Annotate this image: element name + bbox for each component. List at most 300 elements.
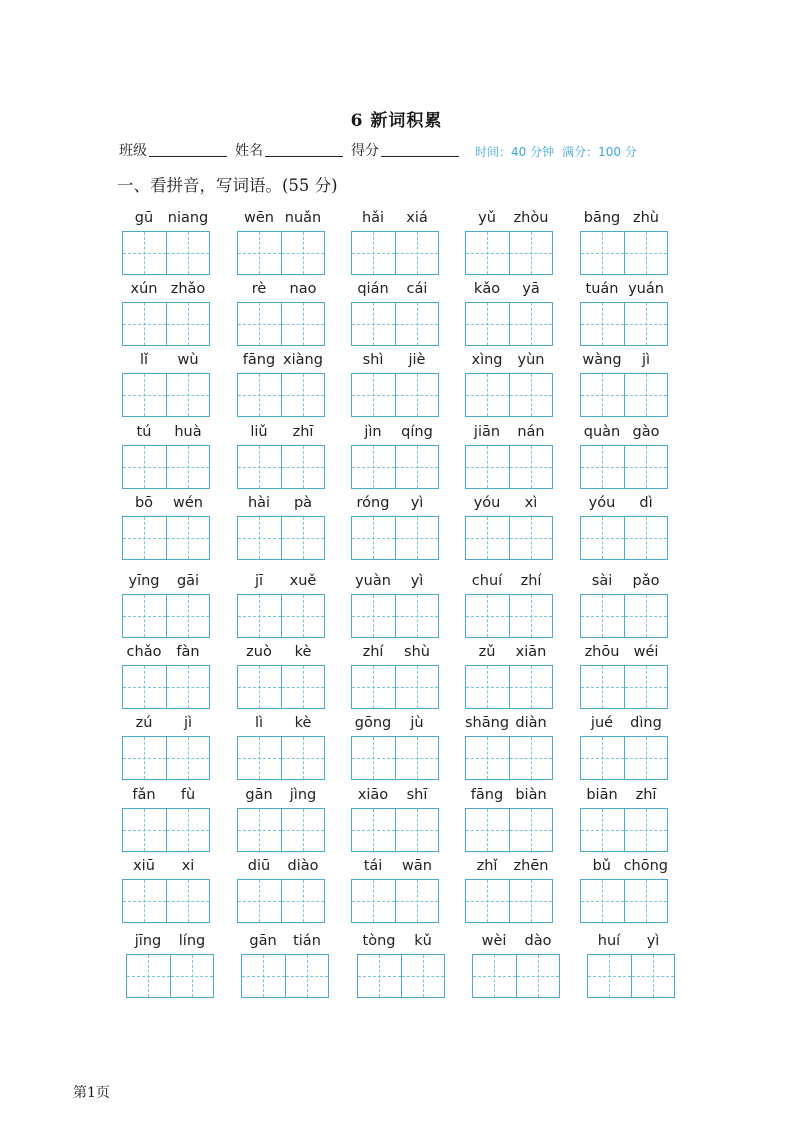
pinyin-syllable: gōng (354, 715, 392, 731)
pinyin-label (580, 573, 668, 593)
pinyin-syllable: wèi (481, 933, 507, 949)
tianzige-writing-box (465, 736, 553, 780)
pinyin-label (237, 858, 325, 878)
pinyin-syllable: hài (247, 495, 271, 511)
character-cell[interactable] (395, 374, 439, 416)
pinyin-label (241, 933, 329, 953)
pinyin-syllable: xiá (406, 210, 428, 226)
character-cell[interactable] (166, 374, 210, 416)
tianzige-writing-box (351, 736, 439, 780)
character-cell[interactable] (624, 232, 668, 274)
tianzige-writing-box (237, 736, 325, 780)
character-cell[interactable] (395, 809, 439, 851)
pinyin-syllable: bǔ (592, 858, 611, 874)
pinyin-syllable: chōng (623, 858, 668, 874)
tianzige-writing-box (465, 445, 553, 489)
character-cell[interactable] (285, 955, 329, 997)
full-score: 满分：100 分 (562, 145, 637, 159)
character-cell[interactable] (238, 595, 281, 637)
pinyin-syllable: chǎo (126, 644, 162, 660)
exercise-row (0, 933, 793, 1003)
pinyin-syllable: diào (287, 858, 319, 874)
pinyin-label (122, 210, 210, 230)
character-cell[interactable] (581, 303, 624, 345)
character-cell[interactable] (352, 595, 395, 637)
character-cell[interactable] (395, 517, 439, 559)
character-cell[interactable] (123, 232, 166, 274)
pinyin-syllable: róng (356, 495, 390, 511)
pinyin-syllable: tái (363, 858, 383, 874)
pinyin-syllable: jì (183, 715, 193, 731)
pinyin-syllable: gān (245, 787, 273, 803)
character-cell[interactable] (509, 880, 553, 922)
pinyin-syllable: kǔ (414, 933, 432, 949)
character-cell[interactable] (166, 595, 210, 637)
pinyin-syllable: nán (517, 424, 545, 440)
character-cell[interactable] (624, 666, 668, 708)
tianzige-writing-box (351, 808, 439, 852)
character-cell[interactable] (466, 446, 509, 488)
character-cell[interactable] (509, 595, 553, 637)
character-cell[interactable] (352, 666, 395, 708)
character-cell[interactable] (509, 517, 553, 559)
character-cell[interactable] (352, 809, 395, 851)
pinyin-syllable: lì (254, 715, 264, 731)
pinyin-syllable: jiān (473, 424, 501, 440)
character-cell[interactable] (123, 303, 166, 345)
tianzige-writing-box (580, 231, 668, 275)
pinyin-label (122, 495, 210, 515)
tianzige-writing-box (122, 302, 210, 346)
character-cell[interactable] (624, 595, 668, 637)
character-cell[interactable] (395, 595, 439, 637)
tianzige-writing-box (237, 445, 325, 489)
pinyin-label (237, 715, 325, 735)
character-cell[interactable] (281, 737, 325, 779)
pinyin-syllable: dì (639, 495, 653, 511)
character-cell[interactable] (466, 374, 509, 416)
tianzige-writing-box (351, 231, 439, 275)
character-cell[interactable] (624, 374, 668, 416)
tianzige-writing-box (465, 665, 553, 709)
character-cell[interactable] (401, 955, 445, 997)
tianzige-writing-box (237, 231, 325, 275)
tianzige-writing-box (465, 231, 553, 275)
pinyin-syllable: gū (134, 210, 154, 226)
tianzige-writing-box (122, 879, 210, 923)
pinyin-label (122, 644, 210, 664)
pinyin-label (351, 281, 439, 301)
character-cell[interactable] (281, 303, 325, 345)
pinyin-label (122, 715, 210, 735)
character-cell[interactable] (509, 374, 553, 416)
pinyin-label (580, 424, 668, 444)
pinyin-syllable: lǐ (139, 352, 149, 368)
pinyin-syllable: biàn (515, 787, 547, 803)
character-cell[interactable] (588, 955, 631, 997)
pinyin-syllable: pà (293, 495, 313, 511)
pinyin-syllable: gān (249, 933, 277, 949)
pinyin-syllable: fāng (242, 352, 276, 368)
character-cell[interactable] (281, 809, 325, 851)
character-cell[interactable] (624, 880, 668, 922)
character-cell[interactable] (127, 955, 170, 997)
character-cell[interactable] (395, 880, 439, 922)
class-label: 班级 (119, 143, 147, 159)
pinyin-syllable: liǔ (250, 424, 268, 440)
pinyin-syllable: hǎi (361, 210, 385, 226)
pinyin-syllable: huà (174, 424, 202, 440)
character-cell[interactable] (624, 517, 668, 559)
character-cell[interactable] (581, 446, 624, 488)
character-cell[interactable] (166, 232, 210, 274)
pinyin-label (351, 787, 439, 807)
pinyin-syllable: niang (167, 210, 209, 226)
character-cell[interactable] (123, 666, 166, 708)
tianzige-writing-box (122, 373, 210, 417)
character-cell[interactable] (395, 666, 439, 708)
character-cell[interactable] (238, 737, 281, 779)
character-cell[interactable] (624, 446, 668, 488)
pinyin-syllable: fāng (470, 787, 504, 803)
character-cell[interactable] (624, 809, 668, 851)
pinyin-label (580, 352, 668, 372)
character-cell[interactable] (509, 666, 553, 708)
pinyin-label (351, 495, 439, 515)
pinyin-syllable: shī (406, 787, 428, 803)
tianzige-writing-box (580, 736, 668, 780)
exercise-row (0, 787, 793, 857)
pinyin-syllable: tuán (585, 281, 619, 297)
character-cell[interactable] (281, 374, 325, 416)
character-cell[interactable] (166, 303, 210, 345)
pinyin-label (465, 495, 553, 515)
character-cell[interactable] (123, 517, 166, 559)
pinyin-label (357, 933, 445, 953)
pinyin-syllable: gào (632, 424, 660, 440)
character-cell[interactable] (466, 737, 509, 779)
pinyin-label (351, 424, 439, 444)
pinyin-syllable: diū (247, 858, 271, 874)
pinyin-syllable: xuě (289, 573, 317, 589)
pinyin-label (465, 573, 553, 593)
tianzige-writing-box (237, 808, 325, 852)
character-cell[interactable] (624, 737, 668, 779)
pinyin-label (122, 424, 210, 444)
pinyin-syllable: biān (586, 787, 618, 803)
character-cell[interactable] (166, 737, 210, 779)
character-cell[interactable] (352, 737, 395, 779)
pinyin-label (465, 715, 553, 735)
character-cell[interactable] (166, 666, 210, 708)
character-cell[interactable] (358, 955, 401, 997)
tianzige-writing-box (122, 231, 210, 275)
character-cell[interactable] (352, 374, 395, 416)
tianzige-writing-box (465, 516, 553, 560)
pinyin-syllable: sài (591, 573, 613, 589)
name-blank[interactable] (265, 155, 343, 157)
pinyin-syllable: zhǎo (170, 281, 206, 297)
tianzige-writing-box (237, 665, 325, 709)
character-cell[interactable] (123, 446, 166, 488)
pinyin-syllable: pǎo (632, 573, 660, 589)
exercise-row (0, 352, 793, 422)
pinyin-syllable: rè (251, 281, 267, 297)
pinyin-syllable: xi (181, 858, 195, 874)
time-limit: 时间：40 分钟 (475, 145, 555, 159)
character-cell[interactable] (509, 737, 553, 779)
character-cell[interactable] (509, 809, 553, 851)
pinyin-syllable: yì (410, 495, 424, 511)
pinyin-label (587, 933, 675, 953)
pinyin-syllable: jī (254, 573, 264, 589)
tianzige-writing-box (465, 302, 553, 346)
pinyin-label (351, 858, 439, 878)
pinyin-syllable: yā (522, 281, 540, 297)
tianzige-writing-box (237, 594, 325, 638)
pinyin-label (580, 715, 668, 735)
pinyin-syllable: yì (646, 933, 660, 949)
character-cell[interactable] (516, 955, 560, 997)
pinyin-syllable: shù (404, 644, 430, 660)
character-cell[interactable] (581, 880, 624, 922)
character-cell[interactable] (395, 232, 439, 274)
pinyin-syllable: zhǐ (476, 858, 498, 874)
pinyin-syllable: yuàn (355, 573, 391, 589)
tianzige-writing-box (357, 954, 445, 998)
pinyin-label (465, 787, 553, 807)
character-cell[interactable] (631, 955, 675, 997)
character-cell[interactable] (581, 809, 624, 851)
character-cell[interactable] (352, 232, 395, 274)
character-cell[interactable] (352, 303, 395, 345)
pinyin-label (580, 281, 668, 301)
pinyin-syllable: fù (180, 787, 196, 803)
pinyin-syllable: xì (524, 495, 538, 511)
character-cell[interactable] (352, 880, 395, 922)
pinyin-label (122, 281, 210, 301)
pinyin-syllable: dìng (630, 715, 662, 731)
pinyin-syllable: líng (178, 933, 206, 949)
pinyin-syllable: yǔ (478, 210, 496, 226)
character-cell[interactable] (281, 517, 325, 559)
character-cell[interactable] (238, 374, 281, 416)
tianzige-writing-box (465, 808, 553, 852)
character-cell[interactable] (466, 666, 509, 708)
pinyin-syllable: yīng (128, 573, 160, 589)
pinyin-syllable: tú (136, 424, 152, 440)
tianzige-writing-box (237, 879, 325, 923)
character-cell[interactable] (166, 880, 210, 922)
exercise-row (0, 858, 793, 928)
character-cell[interactable] (123, 880, 166, 922)
character-cell[interactable] (581, 517, 624, 559)
tianzige-writing-box (351, 516, 439, 560)
pinyin-syllable: xiū (133, 858, 155, 874)
pinyin-syllable: zhī (635, 787, 657, 803)
pinyin-syllable: qíng (401, 424, 433, 440)
pinyin-syllable: cái (406, 281, 428, 297)
character-cell[interactable] (238, 303, 281, 345)
character-cell[interactable] (581, 374, 624, 416)
pinyin-syllable: zhí (520, 573, 542, 589)
pinyin-label (237, 573, 325, 593)
character-cell[interactable] (466, 232, 509, 274)
tianzige-writing-box (351, 594, 439, 638)
character-cell[interactable] (123, 737, 166, 779)
pinyin-syllable: jìng (289, 787, 317, 803)
pinyin-syllable: zǔ (478, 644, 496, 660)
character-cell[interactable] (509, 446, 553, 488)
pinyin-label (580, 210, 668, 230)
pinyin-syllable: kè (294, 644, 312, 660)
character-cell[interactable] (395, 737, 439, 779)
pinyin-syllable: bāng (583, 210, 621, 226)
pinyin-syllable: yuán (628, 281, 664, 297)
pinyin-syllable: quàn (583, 424, 621, 440)
pinyin-syllable: jìn (364, 424, 382, 440)
pinyin-syllable: tòng (362, 933, 396, 949)
pinyin-syllable: wàng (582, 352, 622, 368)
pinyin-syllable: yùn (517, 352, 545, 368)
pinyin-syllable: yóu (473, 495, 501, 511)
tianzige-writing-box (472, 954, 560, 998)
pinyin-label (465, 281, 553, 301)
character-cell[interactable] (238, 809, 281, 851)
tianzige-writing-box (241, 954, 329, 998)
character-cell[interactable] (242, 955, 285, 997)
pinyin-syllable: zuò (246, 644, 272, 660)
character-cell[interactable] (509, 303, 553, 345)
character-cell[interactable] (281, 666, 325, 708)
exercise-row (0, 424, 793, 494)
character-cell[interactable] (581, 666, 624, 708)
pinyin-label (351, 210, 439, 230)
pinyin-syllable: qián (357, 281, 389, 297)
page-number: 第1页 (73, 1085, 110, 1101)
tianzige-writing-box (351, 445, 439, 489)
tianzige-writing-box (122, 516, 210, 560)
character-cell[interactable] (166, 446, 210, 488)
pinyin-syllable: zhí (362, 644, 384, 660)
pinyin-syllable: jiè (408, 352, 426, 368)
character-cell[interactable] (281, 446, 325, 488)
pinyin-syllable: xiāo (357, 787, 389, 803)
tianzige-writing-box (122, 808, 210, 852)
character-cell[interactable] (466, 809, 509, 851)
character-cell[interactable] (473, 955, 516, 997)
tianzige-writing-box (465, 373, 553, 417)
character-cell[interactable] (123, 595, 166, 637)
pinyin-label (237, 495, 325, 515)
pinyin-label (351, 715, 439, 735)
character-cell[interactable] (581, 595, 624, 637)
score-blank[interactable] (381, 155, 459, 157)
character-cell[interactable] (281, 232, 325, 274)
pinyin-syllable: fǎn (132, 787, 156, 803)
tianzige-writing-box (580, 373, 668, 417)
pinyin-label (126, 933, 214, 953)
class-blank[interactable] (149, 155, 227, 157)
pinyin-syllable: tián (293, 933, 321, 949)
pinyin-label (237, 424, 325, 444)
character-cell[interactable] (281, 880, 325, 922)
pinyin-syllable: shì (362, 352, 384, 368)
tianzige-writing-box (580, 445, 668, 489)
character-cell[interactable] (466, 303, 509, 345)
tianzige-writing-box (237, 302, 325, 346)
pinyin-syllable: yì (410, 573, 424, 589)
tianzige-writing-box (126, 954, 214, 998)
tianzige-writing-box (122, 594, 210, 638)
character-cell[interactable] (123, 374, 166, 416)
tianzige-writing-box (465, 879, 553, 923)
pinyin-syllable: dào (524, 933, 552, 949)
pinyin-syllable: wéi (633, 644, 659, 660)
character-cell[interactable] (352, 517, 395, 559)
character-cell[interactable] (509, 232, 553, 274)
pinyin-syllable: bō (134, 495, 154, 511)
character-cell[interactable] (466, 517, 509, 559)
character-cell[interactable] (352, 446, 395, 488)
character-cell[interactable] (123, 809, 166, 851)
character-cell[interactable] (170, 955, 214, 997)
pinyin-label (237, 787, 325, 807)
tianzige-writing-box (587, 954, 675, 998)
tianzige-writing-box (237, 373, 325, 417)
character-cell[interactable] (238, 666, 281, 708)
pinyin-label (122, 573, 210, 593)
character-cell[interactable] (238, 232, 281, 274)
pinyin-syllable: diàn (515, 715, 547, 731)
pinyin-syllable: jīng (134, 933, 162, 949)
character-cell[interactable] (466, 880, 509, 922)
section-heading: 一、看拼音，写词语。(55 分) (117, 176, 338, 195)
character-cell[interactable] (581, 232, 624, 274)
pinyin-syllable: zhēn (513, 858, 549, 874)
character-cell[interactable] (238, 446, 281, 488)
character-cell[interactable] (281, 595, 325, 637)
pinyin-syllable: shāng (465, 715, 510, 731)
tianzige-writing-box (465, 594, 553, 638)
pinyin-label (465, 858, 553, 878)
pinyin-syllable: yóu (588, 495, 616, 511)
pinyin-syllable: zhōu (584, 644, 620, 660)
character-cell[interactable] (624, 303, 668, 345)
pinyin-syllable: zú (135, 715, 153, 731)
character-cell[interactable] (466, 595, 509, 637)
character-cell[interactable] (581, 737, 624, 779)
character-cell[interactable] (166, 517, 210, 559)
exercise-row (0, 715, 793, 785)
tianzige-writing-box (580, 594, 668, 638)
pinyin-syllable: fàn (176, 644, 200, 660)
tianzige-writing-box (580, 302, 668, 346)
pinyin-label (237, 281, 325, 301)
character-cell[interactable] (395, 446, 439, 488)
pinyin-syllable: kǎo (473, 281, 501, 297)
tianzige-writing-box (351, 373, 439, 417)
worksheet-title: 6 新词积累 (350, 111, 443, 131)
character-cell[interactable] (166, 809, 210, 851)
exercise-row (0, 281, 793, 351)
pinyin-label (122, 858, 210, 878)
pinyin-syllable: wān (402, 858, 432, 874)
character-cell[interactable] (238, 517, 281, 559)
character-cell[interactable] (395, 303, 439, 345)
character-cell[interactable] (238, 880, 281, 922)
tianzige-writing-box (351, 879, 439, 923)
